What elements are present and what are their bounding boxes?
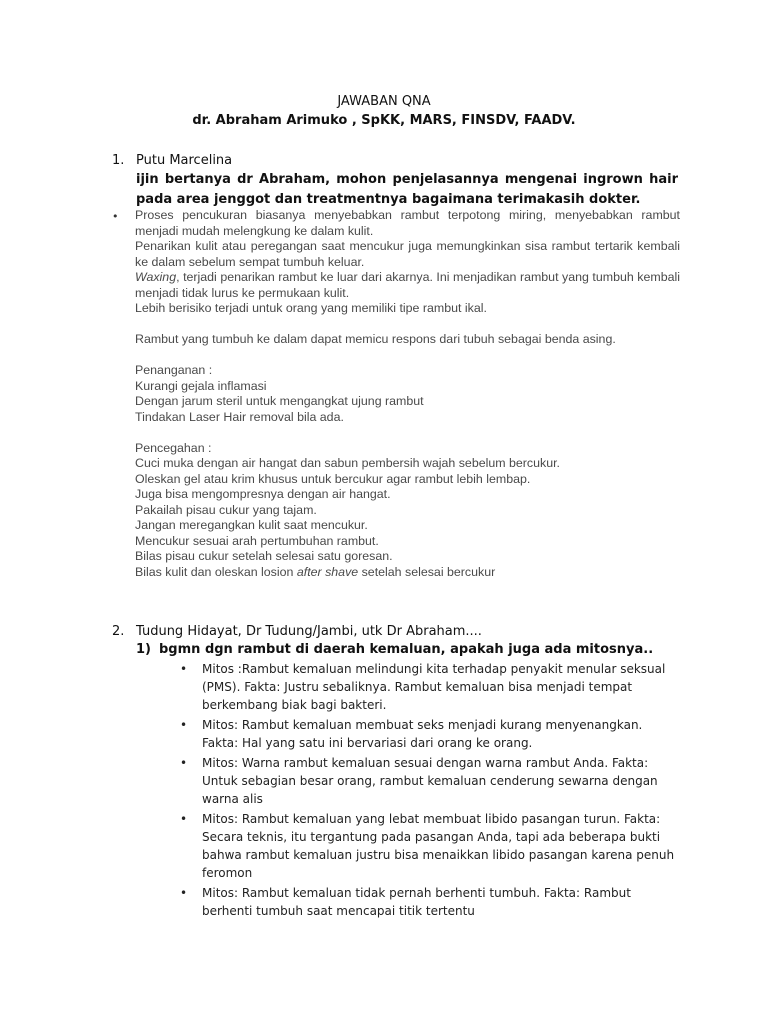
mitos-text: Mitos: Rambut kemaluan yang lebat membuat libido pasangan turun. Fakta: Secara teknis, itu tergantung pada pasangan Anda, tapi ada beberapa bukti bahwa rambut kemaluan justru bisa menaikkan libido pasangan karena penuh feromon <box>202 812 675 880</box>
section-1-answer <box>135 208 680 580</box>
answer-text: Bilas kulit dan oleskan losion <box>135 564 297 579</box>
answer-text: setelah selesai bercukur <box>358 564 496 579</box>
sub-question: bgmn dgn rambut di daerah kemaluan, apakah juga ada mitosnya.. <box>159 642 654 657</box>
italic-term: after shave <box>296 564 359 579</box>
pencegahan-label: Pencegahan : <box>135 440 212 455</box>
answer-bullet: • <box>112 210 119 223</box>
answer-text: , terjadi penarikan rambut ke luar dari akarnya. Ini menjadikan rambut yang tumbuh kembali menjadi tidak lurus ke permukaan kulit. <box>135 270 680 300</box>
sub-question-number: 1) <box>136 642 151 657</box>
mitos-item <box>180 884 680 920</box>
section-2-number: 2. <box>112 624 125 639</box>
pencegahan-item: Oleskan gel atau krim khusus untuk bercukur agar rambut lebih lembap. <box>135 471 531 486</box>
bullet-icon: • <box>180 886 188 900</box>
mitos-item <box>180 754 680 808</box>
pencegahan-item: Jangan meregangkan kulit saat mencukur. <box>135 518 368 532</box>
answer-paragraph: Proses pencukuran biasanya menyebabkan rambut terpotong miring, menyebabkan rambut menjadi mudah melengkung ke dalam kulit. <box>135 208 680 238</box>
pencegahan-item: Cuci muka dengan air hangat dan sabun pembersih wajah sebelum bercukur. <box>135 456 560 470</box>
pencegahan-item <box>135 565 680 581</box>
mitos-list <box>180 660 680 922</box>
section-2-name: Tudung Hidayat, Dr Tudung/Jambi, utk Dr Abraham.... <box>136 624 482 639</box>
mitos-item <box>180 716 680 752</box>
pencegahan-item: Mencukur sesuai arah pertumbuhan rambut. <box>135 533 379 548</box>
penanganan-label: Penanganan : <box>135 363 213 377</box>
penanganan-item: Dengan jarum steril untuk mengangkat ujung rambut <box>135 394 424 408</box>
penanganan-item: Kurangi gejala inflamasi <box>135 378 267 393</box>
pencegahan-item: Pakailah pisau cukur yang tajam. <box>135 502 317 517</box>
answer-paragraph: Rambut yang tumbuh ke dalam dapat memicu respons dari tubuh sebagai benda asing. <box>135 332 616 346</box>
pencegahan-item: Bilas pisau cukur setelah selesai satu goresan. <box>135 549 393 563</box>
penanganan-item: Tindakan Laser Hair removal bila ada. <box>135 409 344 424</box>
document-title: JAWABAN QNA <box>337 94 431 109</box>
section-1-question: ijin bertanya dr Abraham, mohon penjelasannya mengenai ingrown hair pada area jenggot dan treatmentnya bagaimana terimakasih dokter. <box>136 172 678 207</box>
mitos-text: Mitos: Rambut kemaluan tidak pernah berhenti tumbuh. Fakta: Rambut berhenti tumbuh saat mencapai titik tertentu <box>202 886 631 918</box>
section-1-number: 1. <box>112 153 125 168</box>
bullet-icon: • <box>180 756 188 770</box>
bullet-icon: • <box>180 812 188 826</box>
italic-term: Waxing <box>135 270 177 284</box>
bullet-icon: • <box>180 718 188 732</box>
bullet-icon: • <box>180 662 188 676</box>
answer-paragraph: Lebih berisiko terjadi untuk orang yang memiliki tipe rambut ikal. <box>135 301 487 315</box>
pencegahan-item: Juga bisa mengompresnya dengan air hangat. <box>135 487 391 501</box>
mitos-item <box>180 810 680 882</box>
section-1-name: Putu Marcelina <box>136 153 233 168</box>
mitos-text: Mitos :Rambut kemaluan melindungi kita terhadap penyakit menular seksual (PMS). Fakta: Justru sebaliknya. Rambut kemaluan bisa menjadi tempat berkembang biak bagi bakteri. <box>202 662 666 712</box>
answer-paragraph <box>135 270 680 301</box>
mitos-item <box>180 660 680 714</box>
document-subtitle: dr. Abraham Arimuko , SpKK, MARS, FINSDV, FAADV. <box>192 113 576 128</box>
answer-paragraph: Penarikan kulit atau peregangan saat mencukur juga memungkinkan sisa rambut tertarik kembali ke dalam sebelum sempat tumbuh keluar. <box>135 239 680 269</box>
mitos-text: Mitos: Rambut kemaluan membuat seks menjadi kurang menyenangkan. Fakta: Hal yang satu ini bervariasi dari orang ke orang. <box>202 718 643 750</box>
mitos-text: Mitos: Warna rambut kemaluan sesuai dengan warna rambut Anda. Fakta: Untuk sebagian besar orang, rambut kemaluan cenderung sewarna dengan warna alis <box>202 756 658 806</box>
